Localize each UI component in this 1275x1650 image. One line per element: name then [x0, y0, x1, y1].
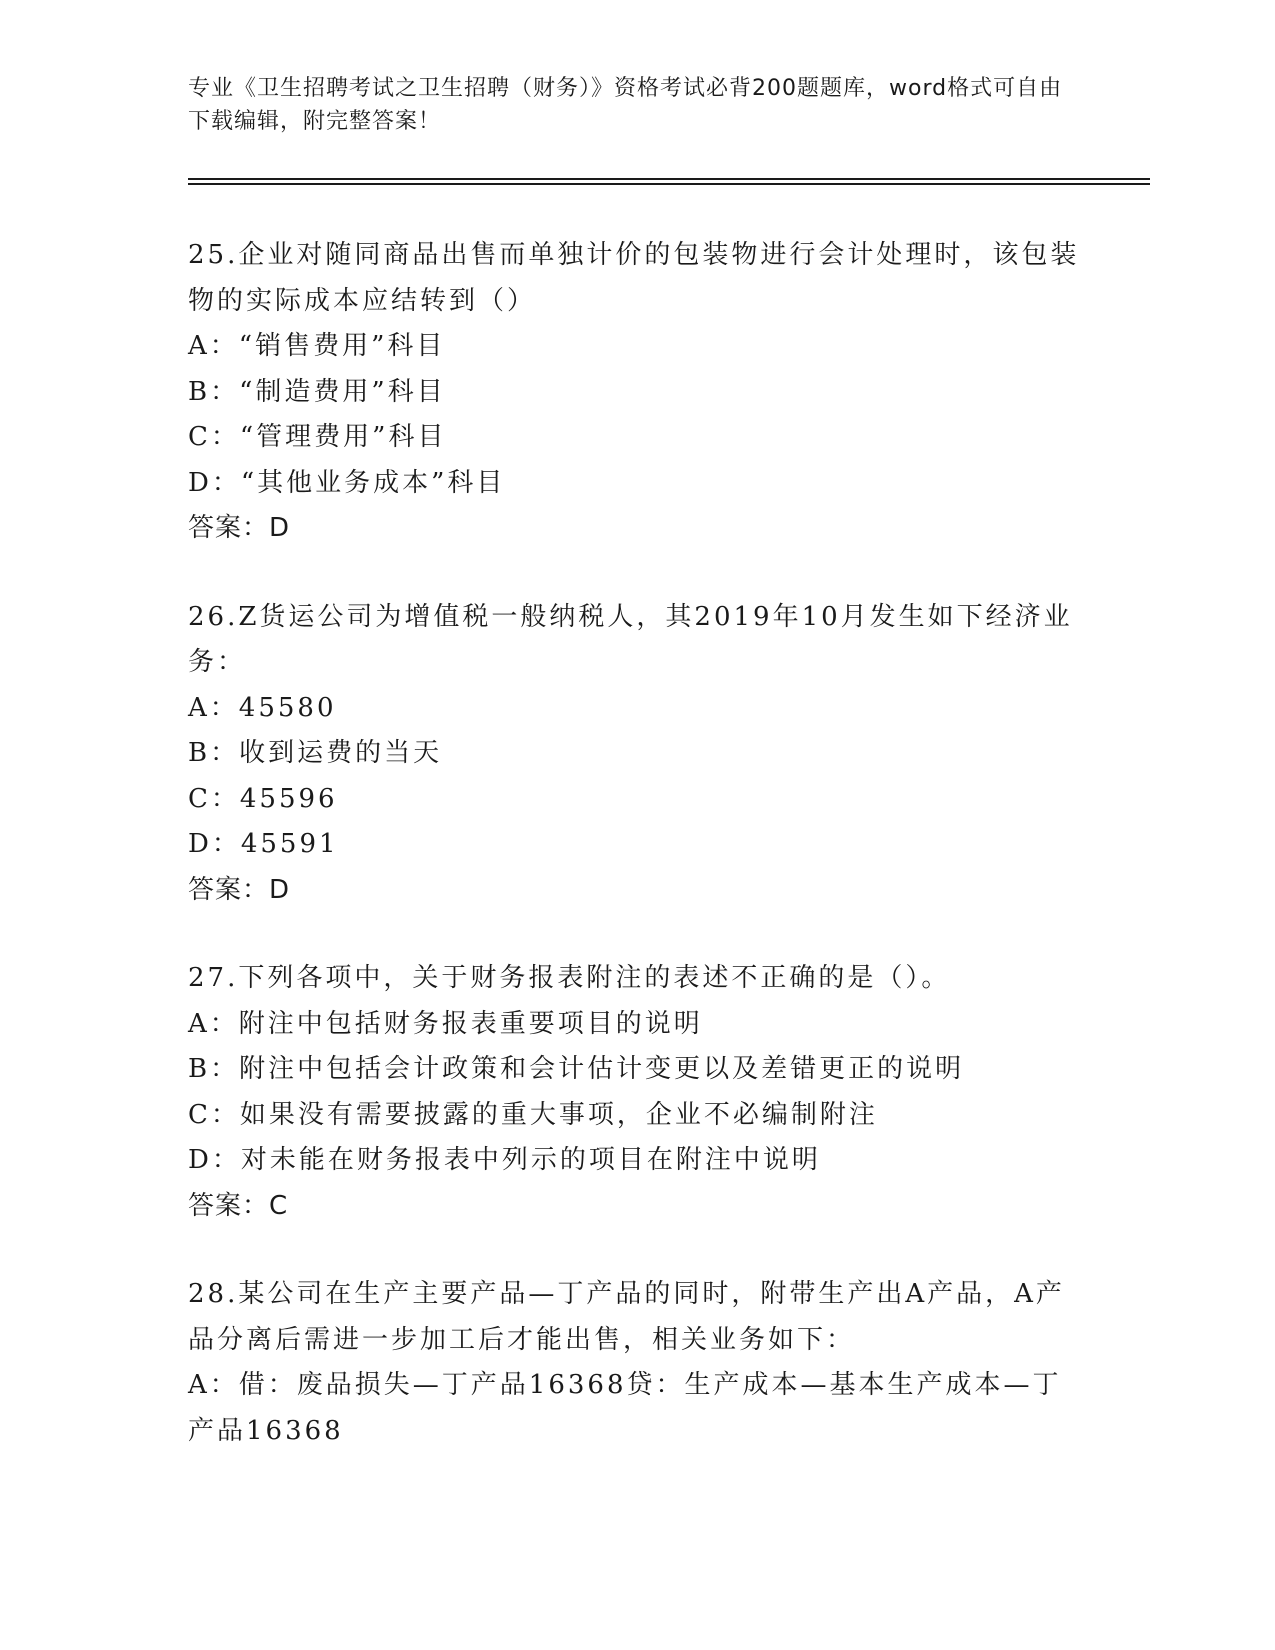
- question-item: [188, 233, 1088, 552]
- answer-label: 答案：C: [188, 1190, 289, 1221]
- option-b: B：收到运费的当天: [188, 738, 443, 768]
- option-a: A：借：废品损失—丁产品16368贷：生产成本—基本生产成本—丁产品16368: [188, 1370, 1062, 1446]
- option-d: D：对未能在财务报表中列示的项目在附注中说明: [188, 1145, 821, 1175]
- question-stem: 26.Z货运公司为增值税一般纳税人，其2019年10月发生如下经济业务：: [188, 601, 1073, 677]
- option-d: D：45591: [188, 829, 339, 859]
- question-stem: 27.下列各项中，关于财务报表附注的表述不正确的是（）。: [188, 963, 951, 993]
- option-d: D：“其他业务成本”科目: [188, 467, 506, 498]
- question-item: [188, 956, 1088, 1229]
- question-stem: 25.企业对随同商品出售而单独计价的包装物进行会计处理时，该包装物的实际成本应结转到（）: [188, 240, 1080, 316]
- question-stem: 28.某公司在生产主要产品—丁产品的同时，附带生产出A产品，A产品分离后需进一步加工后才能出售，相关业务如下：: [188, 1279, 1065, 1355]
- option-a: A：附注中包括财务报表重要项目的说明: [188, 1008, 703, 1039]
- option-b: B：“制造费用”科目: [188, 376, 446, 407]
- option-c: C：“管理费用”科目: [188, 422, 447, 452]
- document-header-title: 专业《卫生招聘考试之卫生招聘（财务）》资格考试必背200题题库，word格式可自由下载编辑，附完整答案！: [188, 76, 1063, 134]
- question-list: [188, 233, 1088, 1497]
- question-item: [188, 1272, 1088, 1454]
- header-divider-bottom: [188, 183, 1150, 185]
- header-divider-top: [188, 178, 1150, 180]
- option-c: C：如果没有需要披露的重大事项，企业不必编制附注: [188, 1099, 878, 1130]
- option-c: C：45596: [188, 783, 338, 814]
- question-item: [188, 595, 1088, 914]
- option-a: A：“销售费用”科目: [188, 331, 446, 361]
- answer-label: 答案：D: [188, 874, 291, 905]
- option-a: A：45580: [188, 692, 337, 723]
- answer-label: 答案：D: [188, 513, 291, 543]
- option-b: B：附注中包括会计政策和会计估计变更以及差错更正的说明: [188, 1054, 965, 1084]
